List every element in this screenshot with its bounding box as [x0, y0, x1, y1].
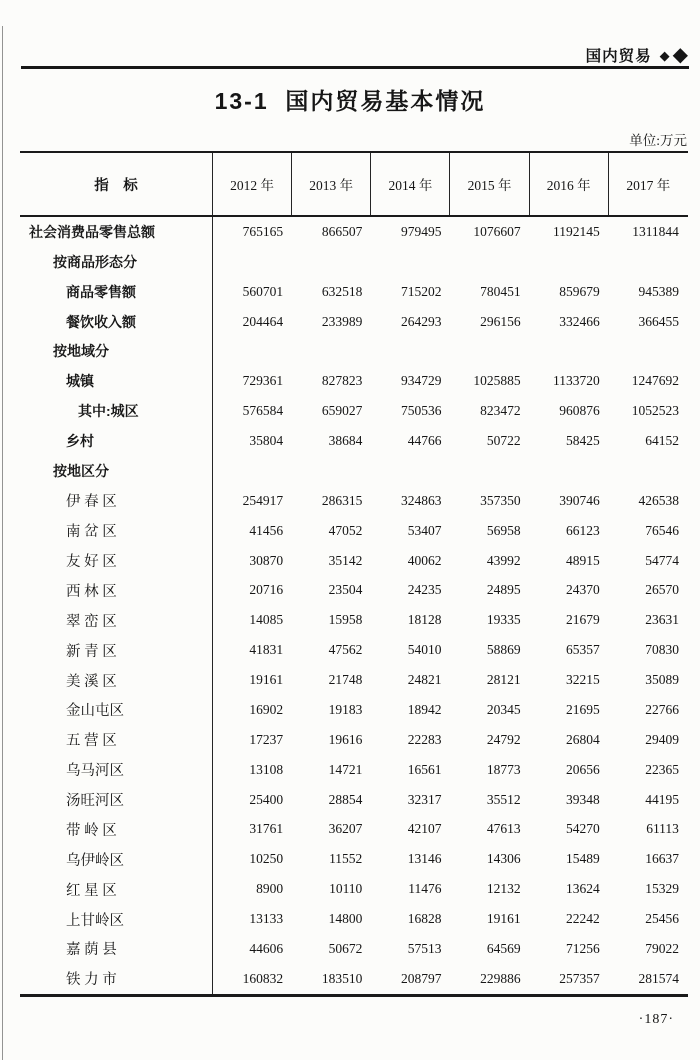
cell-value: 24235 [407, 582, 442, 598]
table-row [20, 516, 688, 546]
cell-value: 750536 [400, 403, 442, 419]
cell-value: 35089 [645, 672, 679, 688]
cell-value: 35512 [486, 791, 521, 807]
cell-value [292, 337, 371, 367]
table-row [20, 844, 688, 874]
row-label: 按商品形态分 [20, 247, 213, 277]
cell-value: 76546 [645, 522, 679, 538]
row-label: 西 林 区 [20, 576, 213, 606]
cell-value: 15489 [566, 851, 600, 867]
cell-value: 14306 [486, 851, 521, 867]
cell-value: 257357 [559, 970, 600, 986]
cell-value: 16561 [407, 761, 442, 777]
cell-value: 15329 [645, 881, 679, 897]
cell-value: 24895 [486, 582, 521, 598]
cell-value: 54270 [566, 821, 600, 837]
cell-value [292, 247, 371, 277]
cell-value: 21748 [328, 672, 363, 688]
row-label: 按地区分 [20, 456, 213, 486]
cell-value [292, 456, 371, 486]
cell-value: 659027 [321, 403, 363, 419]
cell-value: 632518 [321, 283, 363, 299]
cell-value [530, 247, 609, 277]
cell-value: 70830 [645, 642, 679, 658]
diamond-small-icon: ◆ [659, 47, 671, 63]
cell-value: 560701 [242, 283, 284, 299]
cell-value: 13146 [407, 851, 442, 867]
cell-value: 183510 [321, 970, 363, 986]
cell-value: 286315 [321, 492, 363, 508]
column-header-year: 2017 年 [626, 178, 671, 193]
cell-value: 16902 [249, 701, 284, 717]
cell-value: 208797 [400, 970, 442, 986]
cell-value: 10250 [249, 851, 284, 867]
cell-value: 11476 [408, 881, 442, 897]
cell-value: 19161 [486, 911, 521, 927]
page-number: ·187· [638, 1012, 674, 1027]
cell-value: 19183 [328, 701, 363, 717]
cell-value: 10110 [329, 881, 363, 897]
cell-value: 64569 [486, 940, 521, 956]
column-header-year: 2013 年 [292, 153, 371, 215]
cell-value: 1052523 [631, 403, 679, 419]
table-row [20, 426, 688, 456]
cell-value: 264293 [400, 313, 442, 329]
row-label: 嘉 荫 县 [20, 934, 213, 964]
row-label: 社会消费品零售总额 [20, 217, 213, 247]
section-header [586, 44, 689, 66]
cell-value: 66123 [566, 522, 600, 538]
table-row [20, 695, 688, 725]
cell-value: 47052 [328, 522, 363, 538]
cell-value: 1133720 [553, 373, 600, 389]
cell-value: 35804 [249, 433, 284, 449]
cell-value: 47613 [486, 821, 521, 837]
cell-value: 24821 [407, 672, 442, 688]
cell-value [530, 337, 609, 367]
column-header-year: 2012 年 [213, 153, 292, 215]
row-label: 餐饮收入额 [20, 307, 213, 337]
cell-value: 1192145 [553, 223, 600, 239]
cell-value: 26570 [645, 582, 679, 598]
table-row [20, 904, 688, 934]
column-header-year: 2015 年 [450, 153, 529, 215]
column-header-year: 2014 年 [371, 153, 450, 215]
row-label: 红 星 区 [20, 874, 213, 904]
row-label: 带 岭 区 [20, 815, 213, 845]
cell-value: 1076607 [473, 223, 521, 239]
cell-value: 44195 [645, 791, 679, 807]
cell-value: 729361 [242, 373, 284, 389]
row-label: 按地域分 [20, 337, 213, 367]
cell-value [609, 337, 688, 367]
row-label: 乌伊岭区 [20, 844, 213, 874]
cell-value: 32215 [566, 672, 600, 688]
row-label: 五 营 区 [20, 725, 213, 755]
cell-value: 204464 [242, 313, 284, 329]
row-label: 城镇 [20, 366, 213, 396]
cell-value: 71256 [566, 940, 600, 956]
cell-value [371, 337, 450, 367]
cell-value: 47562 [328, 642, 363, 658]
cell-value: 64152 [645, 433, 679, 449]
cell-value: 12132 [486, 881, 521, 897]
table-row [20, 815, 688, 845]
row-label: 翠 峦 区 [20, 605, 213, 635]
cell-value: 35142 [328, 552, 363, 568]
cell-value: 22766 [645, 701, 679, 717]
table-row [20, 337, 688, 367]
cell-value: 20345 [486, 701, 521, 717]
cell-value: 23504 [328, 582, 363, 598]
cell-value: 44606 [249, 940, 284, 956]
cell-value: 29409 [645, 731, 679, 747]
cell-value: 780451 [480, 283, 521, 299]
cell-value: 22365 [645, 761, 679, 777]
table-row [20, 366, 688, 396]
cell-value: 20716 [249, 582, 284, 598]
cell-value: 426538 [638, 492, 679, 508]
cell-value: 1025885 [473, 373, 521, 389]
cell-value: 827823 [321, 373, 363, 389]
cell-value: 50672 [328, 940, 363, 956]
cell-value: 160832 [242, 970, 284, 986]
cell-value: 866507 [321, 223, 363, 239]
cell-value [213, 456, 292, 486]
cell-value: 26804 [566, 731, 600, 747]
cell-value: 357350 [480, 492, 521, 508]
cell-value: 233989 [321, 313, 363, 329]
cell-value [371, 247, 450, 277]
cell-value: 18773 [486, 761, 521, 777]
cell-value: 366455 [638, 313, 679, 329]
page-title: 13-1 国内贸易基本情况 [214, 88, 486, 114]
table-row [20, 635, 688, 665]
table-row [20, 396, 688, 426]
cell-value: 39348 [566, 791, 600, 807]
cell-value [371, 456, 450, 486]
row-label: 上甘岭区 [20, 904, 213, 934]
cell-value: 823472 [480, 403, 521, 419]
cell-value: 25400 [249, 791, 284, 807]
cell-value [530, 456, 609, 486]
cell-value [450, 247, 529, 277]
cell-value: 332466 [559, 313, 600, 329]
cell-value: 44766 [407, 433, 442, 449]
table-header-row [20, 153, 688, 217]
cell-value: 13133 [249, 911, 284, 927]
cell-value: 30870 [249, 552, 284, 568]
row-label: 乌马河区 [20, 755, 213, 785]
cell-value: 19161 [249, 672, 284, 688]
cell-value: 56958 [486, 522, 521, 538]
table-row [20, 605, 688, 635]
cell-value: 28854 [328, 791, 363, 807]
table-row [20, 665, 688, 695]
cell-value [450, 456, 529, 486]
row-label: 友 好 区 [20, 546, 213, 576]
cell-value: 13624 [566, 881, 600, 897]
cell-value [213, 247, 292, 277]
cell-value: 41831 [249, 642, 284, 658]
cell-value: 36207 [328, 821, 363, 837]
cell-value: 42107 [407, 821, 442, 837]
column-header-year: 2016 年 [530, 153, 609, 215]
table-row [20, 934, 688, 964]
cell-value: 1311844 [632, 223, 679, 239]
row-label: 商品零售额 [20, 277, 213, 307]
table-row [20, 486, 688, 516]
cell-value: 390746 [559, 492, 600, 508]
unit-note: 单位:万元 [629, 133, 687, 148]
cell-value [450, 337, 529, 367]
row-label: 铁 力 市 [20, 964, 213, 994]
row-label: 美 溪 区 [20, 665, 213, 695]
cell-value: 715202 [400, 283, 442, 299]
cell-value: 18942 [407, 701, 442, 717]
table-row [20, 576, 688, 606]
diamond-large-icon: ◆ [672, 44, 689, 66]
row-label: 南 岔 区 [20, 516, 213, 546]
cell-value: 41456 [249, 522, 284, 538]
table-row [20, 307, 688, 337]
table-row [20, 456, 688, 486]
cell-value: 58425 [566, 433, 600, 449]
cell-value: 53407 [407, 522, 442, 538]
cell-value: 50722 [486, 433, 521, 449]
header-rule [21, 66, 689, 69]
cell-value: 22283 [407, 731, 442, 747]
cell-value: 32317 [407, 791, 442, 807]
cell-value: 229886 [480, 970, 521, 986]
cell-value: 43992 [486, 552, 521, 568]
cell-value: 61113 [646, 821, 679, 837]
cell-value [213, 337, 292, 367]
cell-value: 25456 [645, 911, 679, 927]
table-body [20, 217, 688, 994]
table-row [20, 755, 688, 785]
cell-value: 24792 [486, 731, 521, 747]
cell-value: 54774 [645, 552, 679, 568]
cell-value: 23631 [645, 612, 679, 628]
cell-value: 24370 [566, 582, 600, 598]
row-label: 金山屯区 [20, 695, 213, 725]
row-label: 其中:城区 [20, 396, 213, 426]
cell-value: 960876 [559, 403, 600, 419]
cell-value: 16828 [407, 911, 442, 927]
row-label: 乡村 [20, 426, 213, 456]
row-label: 汤旺河区 [20, 785, 213, 815]
cell-value: 18128 [407, 612, 442, 628]
cell-value: 14085 [249, 612, 284, 628]
cell-value: 979495 [400, 223, 442, 239]
cell-value: 28121 [486, 672, 521, 688]
cell-value: 16637 [645, 851, 679, 867]
column-header-indicator: 指 标 [20, 153, 213, 215]
cell-value: 79022 [645, 940, 679, 956]
cell-value: 859679 [559, 283, 600, 299]
cell-value: 19335 [486, 612, 521, 628]
data-table [20, 151, 688, 997]
cell-value [609, 456, 688, 486]
cell-value: 21695 [566, 701, 600, 717]
section-label: 国内贸易 [585, 48, 652, 65]
cell-value: 54010 [407, 642, 442, 658]
table-row [20, 725, 688, 755]
cell-value: 576584 [242, 403, 284, 419]
table-row [20, 277, 688, 307]
cell-value: 11552 [329, 851, 363, 867]
table-row [20, 546, 688, 576]
cell-value: 254917 [242, 492, 284, 508]
cell-value: 57513 [407, 940, 442, 956]
table-row [20, 217, 688, 247]
cell-value: 40062 [407, 552, 442, 568]
table-row [20, 785, 688, 815]
cell-value: 21679 [566, 612, 600, 628]
cell-value: 945389 [638, 283, 679, 299]
cell-value: 15958 [328, 612, 363, 628]
scan-edge-line [2, 26, 3, 1060]
cell-value: 324863 [400, 492, 442, 508]
cell-value: 13108 [249, 761, 284, 777]
cell-value: 934729 [400, 373, 442, 389]
cell-value: 65357 [566, 642, 600, 658]
cell-value: 20656 [566, 761, 600, 777]
cell-value: 17237 [249, 731, 284, 747]
cell-value: 8900 [256, 881, 284, 897]
cell-value: 22242 [566, 911, 600, 927]
cell-value: 14800 [328, 911, 363, 927]
cell-value: 48915 [566, 552, 600, 568]
cell-value: 281574 [638, 970, 679, 986]
cell-value [609, 247, 688, 277]
cell-value: 19616 [328, 731, 363, 747]
cell-value: 58869 [486, 642, 521, 658]
table-row [20, 874, 688, 904]
cell-value: 296156 [480, 313, 521, 329]
row-label: 新 青 区 [20, 635, 213, 665]
table-row [20, 964, 688, 994]
table-row [20, 247, 688, 277]
cell-value: 14721 [328, 761, 363, 777]
row-label: 伊 春 区 [20, 486, 213, 516]
cell-value: 31761 [249, 821, 284, 837]
cell-value: 765165 [242, 223, 284, 239]
cell-value: 38684 [328, 433, 363, 449]
cell-value: 1247692 [631, 373, 679, 389]
